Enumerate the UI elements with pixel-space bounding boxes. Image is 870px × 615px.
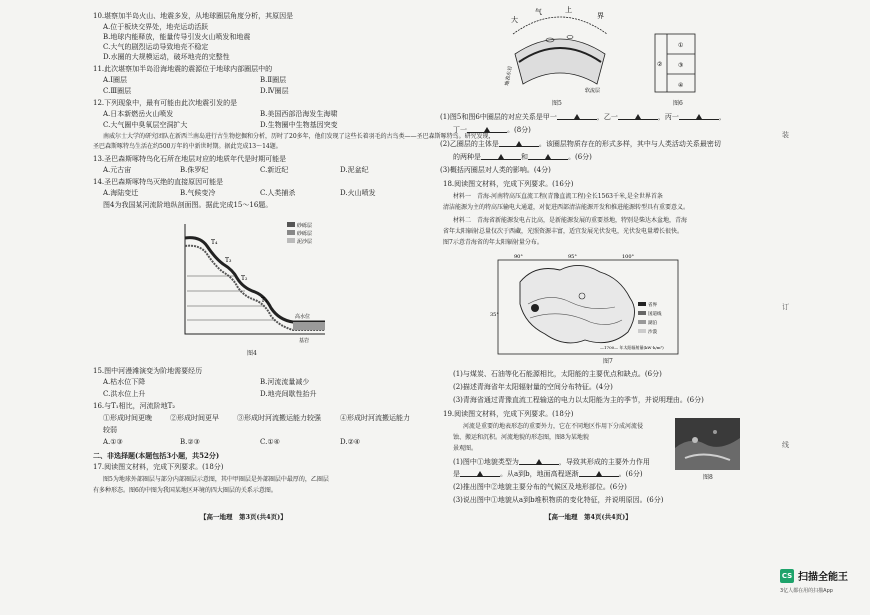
fig7-legend-1: 省界 bbox=[648, 303, 657, 308]
figure-5-earth-spheres bbox=[505, 4, 615, 104]
q17-2-line2 bbox=[453, 153, 592, 162]
q19-3: (3)说出图中①地貌从a到b堆积物质的变化特征，并说明原因。(6分) bbox=[453, 496, 664, 504]
camscanner-logo-icon: CS bbox=[780, 569, 794, 583]
q18-3: (3)青海省通过青豫直流工程输送的电力以太阳能为主的季节，并说明理由。(6分) bbox=[453, 396, 704, 404]
q10-option-c: C.大气的剧烈运动导致地壳不稳定 bbox=[103, 43, 209, 51]
q16-item-1: ①形成时间更晚 bbox=[103, 414, 152, 422]
q12-option-a: A.日本新燃岳火山喷发 bbox=[103, 110, 174, 118]
fig8-caption: 图8 bbox=[703, 474, 713, 481]
q18-material1-line2: 清洁能源为主的特高压输电大通道，对促进西部清洁能源开发和推进能源转型具有重要意义。 bbox=[443, 204, 690, 211]
q10-option-a: A.位于板块交界处，地壳运动活跃 bbox=[103, 23, 209, 31]
fig6-circle-2: ② bbox=[657, 61, 663, 68]
q11-option-a: A.Ⅰ圈层 bbox=[103, 76, 128, 84]
fig7-isoline-legend: —1700— 年太阳辐射量(kW·h/m²) bbox=[600, 345, 664, 350]
q16-item-4-cont: 较弱 bbox=[103, 426, 117, 434]
q17-stem: 17.阅读图文材料，完成下列要求。(18分) bbox=[93, 463, 224, 471]
q19-1 bbox=[453, 458, 650, 467]
right-page-footer: 【高一地理 第4页(共4页)】 bbox=[545, 513, 632, 521]
q17-text-line1: 图5为地球外部圈层与部分内部圈层示意图，其中甲圈层是外部圈层中最厚的，乙圈层 bbox=[103, 476, 329, 483]
fig4-t1: T₁ bbox=[261, 297, 268, 304]
figure-8-landform-photo bbox=[675, 418, 740, 470]
figure-7-qinghai-map bbox=[490, 252, 685, 356]
q13-option-c: C.新近纪 bbox=[260, 166, 289, 174]
q18-material2-line3: 图7示意青海省的年太阳辐射量分布。 bbox=[443, 239, 543, 246]
q12-option-d: D.生物圈中生物基因突变 bbox=[260, 121, 338, 129]
q16-stem: 16.与T₁相比，河流阶地T₂ bbox=[93, 402, 176, 410]
fig7-legend-4: 沙漠 bbox=[648, 330, 657, 335]
q15-option-d: D.地壳间歇性抬升 bbox=[260, 390, 317, 398]
q14-stem: 14.圣巴森斯啄特鸟灭绝的直接原因可能是 bbox=[93, 178, 224, 186]
q17-2-part1: (2)乙圈层的主体是 bbox=[440, 140, 499, 148]
q12-option-b: B.美国西部沿海发生海啸 bbox=[260, 110, 338, 118]
q16-item-4: ④形成时河流搬运能力 bbox=[340, 414, 410, 422]
q19-1-part5: 。(6分) bbox=[618, 470, 643, 478]
fig6-circle-1: ① bbox=[678, 42, 684, 49]
q17-1-line2 bbox=[453, 126, 531, 135]
q17-2-part4: 和 bbox=[521, 153, 528, 161]
intro-13-14-line2: 圣巴森斯啄特鸟生活在约500万年的中新世时期。据此完成13～14题。 bbox=[93, 143, 282, 150]
fig4-t2: T₂ bbox=[241, 275, 248, 282]
q19-1-part3: 是 bbox=[453, 470, 460, 478]
q18-stem: 18.阅读图文材料，完成下列要求。(16分) bbox=[443, 180, 574, 188]
q17-2-part5: 。(6分) bbox=[568, 153, 592, 161]
fig7-legend-2: 国道线 bbox=[648, 312, 662, 317]
q14-option-b: B.气候变冷 bbox=[180, 189, 216, 197]
q19-1-part4: 。从a到b，地面高程逐渐 bbox=[500, 470, 579, 478]
fig6-circle-4: ④ bbox=[678, 82, 684, 89]
fig4-legend-1: 砂砾层 bbox=[297, 223, 313, 229]
q17-3: (3)概括丙圈层对人类的影响。(4分) bbox=[440, 166, 551, 174]
q17-1-part6: 。(8分) bbox=[507, 126, 531, 134]
scanner-slogan: 3亿人都在用的扫描App bbox=[780, 588, 833, 594]
q11-option-c: C.Ⅲ圈层 bbox=[103, 87, 132, 95]
fig7-caption: 图7 bbox=[603, 358, 613, 365]
binding-mark-1: 装 bbox=[782, 131, 789, 139]
fig6-circle-3: ③ bbox=[678, 62, 684, 69]
q10-option-d: D.水圈的大规模运动，破坏地壳的完整性 bbox=[103, 53, 230, 61]
q15-option-b: B.河流流量减少 bbox=[260, 378, 310, 386]
q11-option-b: B.Ⅱ圈层 bbox=[260, 76, 287, 84]
q19-1-line2 bbox=[453, 470, 643, 479]
q18-1: (1)与煤炭、石油等化石能源相比，太阳能的主要优点和缺点。(6分) bbox=[453, 370, 662, 378]
q15-stem: 15.图中河漫滩演变为阶地需要经历 bbox=[93, 367, 203, 375]
section-2-heading: 二、非选择题(本题包括3小题，共52分) bbox=[93, 451, 220, 460]
q14-option-c: C.人类捕杀 bbox=[260, 189, 296, 197]
q16-option-d: D.②④ bbox=[340, 438, 361, 446]
q15-option-c: C.洪水位上升 bbox=[103, 390, 146, 398]
q13-option-a: A.元古宙 bbox=[103, 166, 132, 174]
q12-option-c: C.大气圈中臭氧层空洞扩大 bbox=[103, 121, 188, 129]
q17-1-part5: 丁一 bbox=[453, 126, 467, 134]
q16-option-a: A.①③ bbox=[103, 438, 123, 446]
fig7-lon-95: 95° bbox=[568, 254, 577, 260]
fig5-atm-3: 上 bbox=[565, 6, 572, 14]
q10-option-b: B.地球内能释放，能量传导引发火山喷发和地震 bbox=[103, 33, 251, 41]
q18-2: (2)描述青海省年太阳辐射量的空间分布特征。(4分) bbox=[453, 383, 613, 391]
fig7-lon-100: 100° bbox=[622, 254, 635, 260]
q13-option-d: D.泥盆纪 bbox=[340, 166, 369, 174]
q16-item-2: ②形成时间更早 bbox=[170, 414, 219, 422]
q18-material2-line2: 省年太阳辐射总量仅次于西藏，光照资源丰富，适宜发展光伏发电，光伏发电量增长很快。 bbox=[443, 228, 684, 235]
scanner-app-name: 扫描全能王 bbox=[798, 572, 848, 583]
q19-text-line2: 蚀、搬运和沉积。河流地貌的形态图，图8为某地貌 bbox=[453, 434, 589, 441]
q13-stem: 13.圣巴森斯啄特鸟化石所在地层对应的地质年代是时期可能是 bbox=[93, 155, 287, 163]
q17-1-part3: ，丙一 bbox=[657, 113, 679, 121]
q14-option-d: D.火山喷发 bbox=[340, 189, 376, 197]
q11-option-d: D.Ⅳ圈层 bbox=[260, 87, 289, 95]
fig5-soft-layer: 软流层 bbox=[585, 88, 601, 94]
scanner-watermark bbox=[780, 565, 860, 600]
q17-1-part1: (1)图5和图6中圈层的对应关系是甲一 bbox=[440, 113, 557, 121]
q17-2-part3: 的两种是 bbox=[453, 153, 481, 161]
fig5-left-label: 地表水岩 bbox=[504, 65, 514, 87]
q17-1 bbox=[440, 113, 726, 122]
q14-option-a: A.海陆变迁 bbox=[103, 189, 139, 197]
q19-text-line3: 景观图。 bbox=[453, 445, 478, 452]
q16-option-c: C.①④ bbox=[260, 438, 280, 446]
q11-stem: 11.此次堪察加半岛沿海地震的震源位于地球内部圈层中的 bbox=[93, 65, 273, 73]
q17-1-part4: ， bbox=[718, 113, 726, 121]
q19-stem: 19.阅读图文材料，完成下列要求。(18分) bbox=[443, 410, 574, 418]
fig6-caption: 图6 bbox=[673, 100, 683, 107]
fig4-t3: T₃ bbox=[225, 257, 232, 264]
fig5-atm-4: 界 bbox=[597, 12, 604, 20]
q19-text-line1: 河流是重要的地表形态的重要外力，它在不同地区作用下分成河流侵 bbox=[463, 423, 644, 430]
q19-1-part1: (1)图中①地貌类型为 bbox=[453, 458, 519, 466]
fig5-atm-1: 大 bbox=[511, 16, 518, 24]
figure-6-sphere-relations bbox=[645, 30, 705, 96]
q17-2-part2: 。该圈层物质存在的形式多样，其中与人类活动关系最密切 bbox=[538, 140, 721, 148]
fig4-high-water: 高水位 bbox=[295, 314, 311, 320]
fig7-lon-90: 90° bbox=[514, 254, 523, 260]
left-page-footer: 【高一地理 第3页(共4页)】 bbox=[200, 513, 287, 521]
figure-4-river-terrace bbox=[175, 216, 335, 348]
fig4-t4: T₄ bbox=[211, 239, 218, 246]
q19-1-part2: ，导致其形成的主要外力作用 bbox=[558, 458, 650, 466]
q17-text-line2: 有多种形态。图6的中图为我国某地区环境的四大圈层的关系示意图。 bbox=[93, 487, 277, 494]
fig4-caption: 图4 bbox=[247, 350, 257, 357]
binding-mark-2: 订 bbox=[782, 303, 789, 311]
fig7-lat-35: 35° bbox=[490, 312, 499, 318]
q15-option-a: A.枯水位下降 bbox=[103, 378, 146, 386]
q10-stem: 10.堪察加半岛火山、地震多发，从地球圈层角度分析，其原因是 bbox=[93, 12, 294, 20]
q13-option-b: B.侏罗纪 bbox=[180, 166, 209, 174]
intro-13-14-line1: 南威尔士大学的研究团队在新西兰南岛进行古生物挖掘和分析，历时了20多年，他们发现了这些长着羽毛的古鸟类——圣巴森斯啄特鸟。研究发现， bbox=[103, 133, 495, 140]
fig4-legend-2: 砂砾层 bbox=[297, 231, 313, 237]
intro-15-16: 图4为我国某河流阶地纵剖面图。据此完成15～16题。 bbox=[103, 201, 273, 209]
right-page bbox=[435, 0, 870, 615]
fig4-legend-3: 泥沙层 bbox=[297, 239, 313, 245]
fig7-legend-3: 湖泊 bbox=[648, 321, 657, 326]
q16-option-b: B.②③ bbox=[180, 438, 200, 446]
q17-1-part2: ，乙一 bbox=[596, 113, 618, 121]
fig5-atm-2: 气 bbox=[535, 8, 542, 16]
fig5-caption: 图5 bbox=[552, 100, 562, 107]
q16-item-3: ③形成时河流搬运能力较强 bbox=[237, 414, 321, 422]
q12-stem: 12.下列现象中，最有可能由此次地震引发的是 bbox=[93, 99, 238, 107]
binding-mark-3: 线 bbox=[782, 441, 789, 449]
q17-2 bbox=[440, 140, 721, 149]
q18-material1-line1: 材料一 青海-河南特高压直流工程(青豫直流工程)全长1563千米,是全世界首条 bbox=[453, 193, 663, 200]
q18-material2-line1: 材料二 青海省新能源发电占比高，是新能源发展的重要基地，特别是柴达木盆地，青海 bbox=[453, 217, 688, 224]
q19-2: (2)推出图中②地貌主要分布的气候区及地形部位。(6分) bbox=[453, 483, 627, 491]
fig4-bedrock: 基岩 bbox=[299, 338, 310, 344]
